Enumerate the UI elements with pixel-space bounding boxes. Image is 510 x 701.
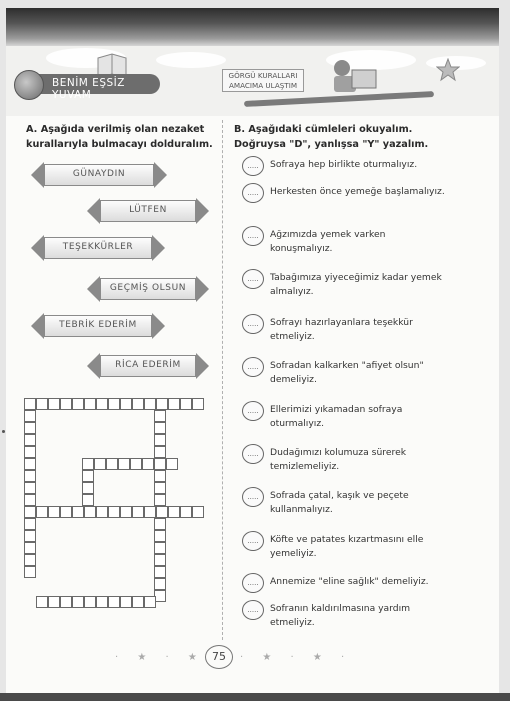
crossword-cell[interactable] bbox=[108, 398, 120, 410]
word-tag bbox=[44, 315, 152, 337]
crossword-cell[interactable] bbox=[154, 494, 166, 506]
tag-arrow-right bbox=[152, 235, 165, 261]
crossword-cell[interactable] bbox=[118, 458, 130, 470]
statement-text: Ağzımızda yemek varken konuşmalıyız. bbox=[270, 229, 386, 255]
crossword-cell[interactable] bbox=[94, 458, 106, 470]
crossword-cell[interactable] bbox=[168, 398, 180, 410]
word-tebrik-ederim: TEBRİK EDERİM bbox=[59, 320, 137, 330]
statement-text: Sofradan kalkarken "afiyet olsun" demeliyiz. bbox=[270, 360, 424, 386]
tag-body bbox=[44, 237, 152, 259]
tag-arrow-left bbox=[87, 353, 100, 379]
crossword-cell[interactable] bbox=[132, 506, 144, 518]
statement-text: Annemize "eline sağlık" demeliyiz. bbox=[270, 576, 429, 587]
subject-box bbox=[222, 69, 304, 92]
crossword-cell[interactable] bbox=[60, 596, 72, 608]
crossword-cell[interactable] bbox=[106, 458, 118, 470]
word-gunaydin: GÜNAYDIN bbox=[72, 169, 126, 179]
answer-circle[interactable]: ..... bbox=[242, 487, 264, 507]
crossword-cell[interactable] bbox=[24, 446, 36, 458]
page-number: 75 bbox=[205, 645, 233, 669]
crossword-cell[interactable] bbox=[24, 542, 36, 554]
answer-circle[interactable]: ..... bbox=[242, 269, 264, 289]
word-tag bbox=[100, 355, 196, 377]
word-lutfen: LÜTFEN bbox=[129, 205, 167, 215]
crossword-cell[interactable] bbox=[180, 398, 192, 410]
tag-arrow-right bbox=[196, 353, 209, 379]
crossword-cell[interactable] bbox=[36, 596, 48, 608]
crossword-cell[interactable] bbox=[48, 398, 60, 410]
section-b-title: B. Aşağıdaki cümleleri okuyalım. Doğruysa "D", yanlışsa "Y" yazalım. bbox=[234, 124, 429, 151]
crossword-cell[interactable] bbox=[24, 566, 36, 578]
tag-arrow-left bbox=[87, 276, 100, 302]
word-rica-ederim: RİCA EDERİM bbox=[115, 360, 181, 370]
answer-circle[interactable]: ..... bbox=[242, 226, 264, 246]
crossword-cell[interactable] bbox=[48, 596, 60, 608]
crossword-cell[interactable] bbox=[154, 458, 166, 470]
crossword-cell[interactable] bbox=[166, 458, 178, 470]
crossword-cell[interactable] bbox=[108, 506, 120, 518]
tag-arrow-left bbox=[87, 198, 100, 224]
crossword-cell[interactable] bbox=[24, 470, 36, 482]
crossword-cell[interactable] bbox=[154, 518, 166, 530]
tag-arrow-left bbox=[31, 235, 44, 261]
crossword-cell[interactable] bbox=[84, 506, 96, 518]
crossword-cell[interactable] bbox=[132, 398, 144, 410]
star-decoration: · ★ · ★ bbox=[115, 652, 205, 663]
answer-circle[interactable]: ..... bbox=[242, 531, 264, 551]
crossword-cell[interactable] bbox=[154, 482, 166, 494]
subject-line-1: GÖRGÜ KURALLARI bbox=[228, 71, 298, 80]
statement-text: Sofraya hep birlikte oturmalıyız. bbox=[270, 159, 418, 170]
tag-body bbox=[100, 355, 196, 377]
crossword-cell[interactable] bbox=[36, 506, 48, 518]
statement-text: Sofranın kaldırılmasına yardım etmeliyiz. bbox=[270, 603, 411, 629]
crossword-cell[interactable] bbox=[72, 506, 84, 518]
tag-body bbox=[100, 278, 196, 300]
tag-body bbox=[44, 315, 152, 337]
crossword-cell[interactable] bbox=[24, 398, 36, 410]
binder-mark bbox=[2, 430, 5, 433]
star-icon bbox=[436, 58, 460, 82]
word-gecmis-olsun: GEÇMİŞ OLSUN bbox=[109, 283, 187, 293]
word-tag bbox=[44, 237, 152, 259]
answer-circle[interactable]: ..... bbox=[242, 183, 264, 203]
crossword-cell[interactable] bbox=[156, 506, 168, 518]
crossword-cell[interactable] bbox=[96, 596, 108, 608]
statement-text: Ellerimizi yıkamadan sofraya oturmalıyız. bbox=[270, 404, 403, 430]
statement-text: Sofrayı hazırlayanlara teşekkür etmeliyiz. bbox=[270, 317, 413, 343]
crossword-cell[interactable] bbox=[36, 398, 48, 410]
crossword-cell[interactable] bbox=[82, 470, 94, 482]
crossword-cell[interactable] bbox=[192, 506, 204, 518]
tag-arrow-left bbox=[31, 313, 44, 339]
crossword-cell[interactable] bbox=[168, 506, 180, 518]
crossword-cell[interactable] bbox=[82, 494, 94, 506]
crossword-cell[interactable] bbox=[108, 596, 120, 608]
crossword-cell[interactable] bbox=[24, 530, 36, 542]
answer-circle[interactable]: ..... bbox=[242, 401, 264, 421]
crossword-cell[interactable] bbox=[154, 446, 166, 458]
crossword-cell[interactable] bbox=[132, 596, 144, 608]
word-tag bbox=[44, 164, 154, 186]
answer-circle[interactable]: ..... bbox=[242, 314, 264, 334]
crossword-cell[interactable] bbox=[144, 506, 156, 518]
tag-arrow-right bbox=[196, 276, 209, 302]
crossword-cell[interactable] bbox=[24, 482, 36, 494]
crossword-cell[interactable] bbox=[96, 506, 108, 518]
crossword-cell[interactable] bbox=[24, 506, 36, 518]
crossword-cell[interactable] bbox=[84, 596, 96, 608]
crossword-cell[interactable] bbox=[192, 398, 204, 410]
answer-circle[interactable]: ..... bbox=[242, 600, 264, 620]
crossword-cell[interactable] bbox=[84, 398, 96, 410]
star-decoration: · ★ · ★ · bbox=[240, 652, 353, 663]
crossword-cell[interactable] bbox=[144, 398, 156, 410]
cloud-decoration bbox=[156, 52, 226, 68]
crossword-cell[interactable] bbox=[154, 470, 166, 482]
tag-arrow-right bbox=[196, 198, 209, 224]
answer-circle[interactable]: ..... bbox=[242, 156, 264, 176]
crossword-cell[interactable] bbox=[120, 506, 132, 518]
crossword-cell[interactable] bbox=[154, 530, 166, 542]
crossword-cell[interactable] bbox=[82, 458, 94, 470]
crossword-cell[interactable] bbox=[120, 398, 132, 410]
banner-title: BENİM EŞSİZ YUVAM bbox=[52, 77, 125, 101]
crossword-cell[interactable] bbox=[154, 542, 166, 554]
crossword-cell[interactable] bbox=[24, 518, 36, 530]
crossword-cell[interactable] bbox=[82, 482, 94, 494]
crossword-cell[interactable] bbox=[154, 566, 166, 578]
crossword-cell[interactable] bbox=[48, 506, 60, 518]
crossword-cell[interactable] bbox=[154, 422, 166, 434]
crossword-cell[interactable] bbox=[24, 554, 36, 566]
crossword-cell[interactable] bbox=[154, 434, 166, 446]
crossword-cell[interactable] bbox=[24, 494, 36, 506]
crossword-cell[interactable] bbox=[24, 410, 36, 422]
statement-text: Köfte ve patates kızartmasını elle yemeliyiz. bbox=[270, 534, 424, 560]
crossword-cell[interactable] bbox=[72, 398, 84, 410]
crossword-cell[interactable] bbox=[120, 596, 132, 608]
column-divider bbox=[222, 120, 223, 640]
section-a-title: A. Aşağıda verilmiş olan nezaket kurallarıyla bulmacayı dolduralım. bbox=[26, 124, 213, 151]
crossword-cell[interactable] bbox=[24, 458, 36, 470]
tag-arrow-right bbox=[152, 313, 165, 339]
crossword-cell[interactable] bbox=[60, 506, 72, 518]
scan-bottom-shadow bbox=[0, 693, 510, 701]
crossword-cell[interactable] bbox=[24, 422, 36, 434]
statement-text: Tabağımıza yiyeceğimiz kadar yemek almalıyız. bbox=[270, 272, 442, 298]
statement-text: Herkesten önce yemeğe başlamalıyız. bbox=[270, 186, 445, 197]
mascot-logo-icon bbox=[14, 70, 44, 100]
crossword-cell[interactable] bbox=[96, 398, 108, 410]
tag-arrow-right bbox=[154, 162, 167, 188]
word-tesekkurler: TEŞEKKÜRLER bbox=[62, 242, 134, 252]
crossword-cell[interactable] bbox=[154, 578, 166, 590]
statement-text: Dudağımızı kolumuza sürerek temizlemeliyiz. bbox=[270, 447, 407, 473]
crossword-cell[interactable] bbox=[180, 506, 192, 518]
scan-top-shadow bbox=[6, 8, 499, 46]
crossword-cell[interactable] bbox=[142, 458, 154, 470]
crossword-cell[interactable] bbox=[154, 554, 166, 566]
crossword-cell[interactable] bbox=[24, 434, 36, 446]
tag-body bbox=[100, 200, 196, 222]
answer-circle[interactable]: ..... bbox=[242, 357, 264, 377]
answer-circle[interactable]: ..... bbox=[242, 444, 264, 464]
answer-circle[interactable]: ..... bbox=[242, 573, 264, 593]
crossword-cell[interactable] bbox=[60, 398, 72, 410]
statement-text: Sofrada çatal, kaşık ve peçete kullanmalıyız. bbox=[270, 490, 409, 516]
tag-body bbox=[44, 164, 154, 186]
word-tag bbox=[100, 200, 196, 222]
crossword-cell[interactable] bbox=[154, 410, 166, 422]
word-tag bbox=[100, 278, 196, 300]
crossword-cell[interactable] bbox=[156, 398, 168, 410]
crossword-cell[interactable] bbox=[130, 458, 142, 470]
crossword-cell[interactable] bbox=[144, 596, 156, 608]
crossword-cell[interactable] bbox=[72, 596, 84, 608]
subject-line-2: AMACIMA ULAŞTIM bbox=[228, 80, 298, 90]
tag-arrow-left bbox=[31, 162, 44, 188]
